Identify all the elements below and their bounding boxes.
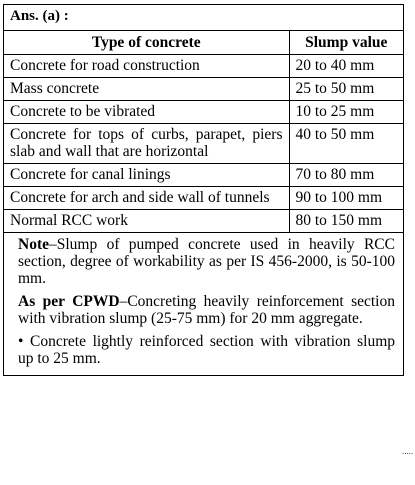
slump-value-cell: 80 to 150 mm [289,210,403,233]
bullet-paragraph [18,333,395,367]
concrete-type-cell: Concrete for road construction [4,55,289,78]
concrete-type-cell: Mass concrete [4,78,289,101]
table-row [4,164,403,187]
note-label: Note [18,236,49,253]
concrete-type-cell: Concrete for canal linings [4,164,289,187]
note-text: –Slump of pumped concrete used in heavily RCC section, degree of workability as per IS 456-2000, is 50-100 mm. [18,236,395,287]
note-paragraph [18,236,395,287]
table-row [4,55,403,78]
bullet-text: Concrete lightly reinforced section with vibration slump up to 25 mm. [18,333,395,367]
trailing-dots: ..... [402,447,414,456]
concrete-type-cell: Concrete for arch and side wall of tunnels [4,187,289,210]
table-row [4,78,403,101]
cpwd-label: As per CPWD [18,293,120,310]
bullet-icon: • [18,333,24,350]
slump-value-cell: 70 to 80 mm [289,164,403,187]
answer-label: Ans. (a) : [4,5,403,31]
table-row [4,101,403,124]
note-section [4,232,403,375]
table-row [4,210,403,233]
slump-value-cell: 10 to 25 mm [289,101,403,124]
table-row [4,187,403,210]
concrete-type-cell: Normal RCC work [4,210,289,233]
table-row [4,124,403,164]
header-type-of-concrete: Type of concrete [4,31,289,55]
slump-value-cell: 20 to 40 mm [289,55,403,78]
cpwd-paragraph [18,293,395,327]
slump-value-cell: 90 to 100 mm [289,187,403,210]
slump-table [4,31,403,232]
concrete-type-cell: Concrete to be vibrated [4,101,289,124]
concrete-type-cell: Concrete for tops of curbs, parapet, piers slab and wall that are horizontal [4,124,289,164]
answer-document [3,4,404,376]
cpwd-text: –Concreting heavily reinforcement section with vibration slump (25-75 mm) for 20 mm aggregate. [18,293,395,327]
table-header-row [4,31,403,55]
slump-value-cell: 25 to 50 mm [289,78,403,101]
header-slump-value: Slump value [289,31,403,55]
slump-value-cell: 40 to 50 mm [289,124,403,164]
